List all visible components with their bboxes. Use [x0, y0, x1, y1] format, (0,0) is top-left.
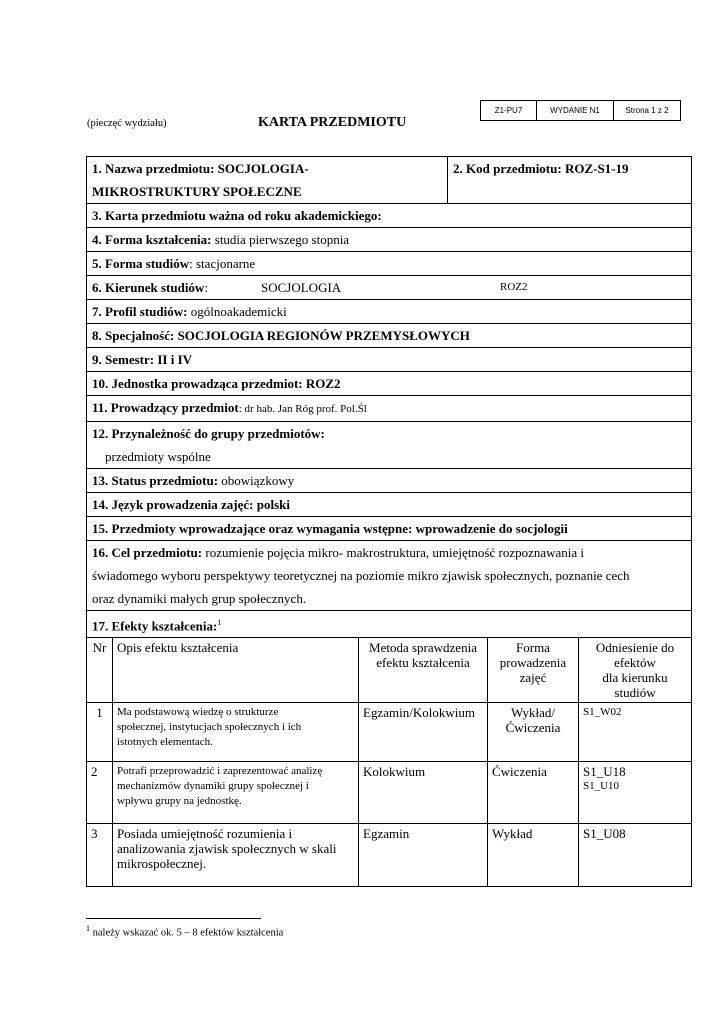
header-form-l2: prowadzenia [499, 655, 567, 671]
row-description [113, 824, 359, 886]
row-description-l3: wpływu grupy na jednostkę. [117, 795, 242, 808]
row-form-l1: Wykład/ [511, 705, 555, 721]
row-education-form [87, 228, 691, 252]
effects-header-row [87, 638, 691, 703]
header-form-l1: Forma [516, 640, 550, 656]
header-ref-l3: dla kierunku [602, 670, 668, 686]
row-learning-outcomes [87, 611, 691, 638]
header-form [488, 638, 579, 703]
lecturer-label: 11. Prowadzący przedmiot [92, 400, 239, 415]
row-reference-l1: S1_W02 [583, 706, 622, 719]
row-method: Egzamin [359, 824, 488, 886]
row-form [488, 703, 579, 762]
row-description [113, 762, 359, 824]
row-valid-from [87, 204, 691, 228]
header-method-l1: Metoda sprawdzenia [369, 640, 477, 656]
course-goal-line1: rozumienie pojęcia mikro- makrostruktura, umiejętność rozpoznawania i [202, 545, 585, 560]
row-lecturer [87, 396, 691, 422]
learning-outcomes-label: 17. Efekty kształcenia: [92, 618, 218, 634]
course-goal-line2: świadomego wyboru perspektywy teoretycznej na poziomie mikro zjawisk społecznych, poznanie cech [92, 568, 630, 583]
footnote-ref: 1 [217, 618, 222, 627]
footnote [86, 924, 283, 939]
field-of-study-value: SOCJOLOGIA [261, 280, 342, 295]
valid-from-label: 3. Karta przedmiotu ważna od roku akademickiego: [92, 208, 382, 223]
doc-code: Z1-PU7 [481, 101, 537, 121]
study-form-label: 5. Forma studiów [92, 256, 190, 271]
row-nr: 3 [87, 824, 113, 886]
header-form-l3: zajęć [519, 670, 547, 686]
header-ref-l1: Odniesienie do [595, 640, 675, 656]
effects-table-wrapper [87, 638, 691, 886]
row-description-l2: społecznej, instytucjach społecznych i ich [117, 721, 302, 734]
study-profile-label: 7. Profil studiów: [92, 304, 188, 319]
course-code: 2. Kod przedmiotu: ROZ-S1-19 [453, 161, 629, 176]
education-form-label: 4. Forma kształcenia: [92, 232, 212, 247]
row-field-of-study [87, 276, 691, 300]
table-row [87, 762, 691, 824]
row-reference-l1: S1_U08 [583, 826, 626, 842]
course-status-label: 13. Status przedmiotu: [92, 473, 219, 488]
lecturer-value: : dr hab. Jan Róg prof. Pol.Śl [238, 403, 367, 415]
course-name: 1. Nazwa przedmiotu: SOCJOLOGIA- [92, 161, 309, 176]
field-of-study-code: ROZ2 [500, 281, 528, 293]
table-row [87, 703, 691, 762]
row-semester [87, 348, 691, 372]
header-nr: Nr [87, 638, 113, 703]
course-name-cell [87, 157, 448, 203]
row-description-l1: Potrafi przeprowadzić i zaprezentować analizę [117, 765, 323, 778]
row-reference [579, 703, 692, 762]
course-group-label: 12. Przynależność do grupy przedmiotów: [92, 426, 325, 441]
effects-table [87, 638, 691, 886]
row-description-l3: mikrospołecznej. [117, 856, 207, 872]
row-reference [579, 824, 692, 886]
faculty-stamp: (pieczęć wydziału) [87, 118, 167, 129]
prerequisites: 15. Przedmioty wprowadzające oraz wymagania wstępne: wprowadzenie do socjologii [92, 521, 568, 536]
header-method [359, 638, 488, 703]
row-form-l1: Wykład [492, 826, 533, 842]
row-course-status [87, 469, 691, 493]
study-form-value: : stacjonarne [189, 256, 256, 271]
row-specialty [87, 324, 691, 348]
course-status-value: obowiązkowy [218, 473, 295, 488]
course-card-form [86, 156, 692, 887]
page-number: Strona 1 z 2 [614, 101, 681, 121]
row-form-l2: Ćwiczenia [505, 720, 561, 736]
row-description-l2: analizowania zjawisk społecznych w skali [117, 841, 337, 857]
language: 14. Język prowadzenia zajęć: polski [92, 497, 290, 512]
row-description-l2: mechanizmów dynamiki grupy społecznej i [117, 780, 309, 793]
teaching-unit: 10. Jednostka prowadząca przedmiot: ROZ2 [92, 376, 341, 391]
row-language [87, 493, 691, 517]
page-title: KARTA PRZEDMIOTU [258, 115, 407, 130]
study-profile-value: ogólnoakademicki [187, 304, 287, 319]
row-course-goal [87, 541, 691, 611]
row-prerequisites [87, 517, 691, 541]
document-header-table [480, 100, 681, 121]
row-course-name [87, 157, 691, 204]
row-description-l1: Ma podstawową wiedzę o strukturze [117, 706, 279, 719]
semester: 9. Semestr: II i IV [92, 352, 193, 367]
row-form-l1: Ćwiczenia [492, 764, 547, 780]
row-description [113, 703, 359, 762]
row-nr: 1 [87, 703, 113, 762]
footnote-mark: 1 [86, 924, 90, 933]
course-code-cell [448, 157, 691, 203]
edition: WYDANIE N1 [537, 101, 614, 121]
row-reference-l1: S1_U18 [583, 764, 626, 780]
header-ref-l2: efektów [614, 655, 656, 671]
row-unit [87, 372, 691, 396]
table-row [87, 824, 691, 886]
course-group-value: przedmioty wspólne [105, 449, 211, 464]
header-description: Opis efektu kształcenia [113, 638, 359, 703]
header-ref-l4: studiów [614, 685, 656, 701]
footnote-divider [86, 918, 261, 919]
row-nr: 2 [87, 762, 113, 824]
row-method: Kolokwium [359, 762, 488, 824]
row-form [488, 824, 579, 886]
row-form [488, 762, 579, 824]
education-form-value: studia pierwszego stopnia [211, 232, 350, 247]
row-method: Egzamin/Kolokwium [359, 703, 488, 762]
row-reference-l2: S1_U10 [583, 780, 620, 793]
header-reference [579, 638, 692, 703]
specialty: 8. Specjalność: SOCJOLOGIA REGIONÓW PRZEMYSŁOWYCH [92, 328, 470, 343]
row-description-l1: Posiada umiejętność rozumienia i [117, 826, 293, 842]
row-study-profile [87, 300, 691, 324]
field-of-study-label: 6. Kierunek studiów [92, 280, 205, 295]
field-of-study-colon: : [204, 280, 208, 295]
course-goal-label: 16. Cel przedmiotu: [92, 545, 203, 560]
header-method-l2: efektu kształcenia [376, 655, 470, 671]
row-description-l3: istotnych elementach. [117, 736, 213, 749]
row-reference [579, 762, 692, 824]
footnote-text: należy wskazać ok. 5 – 8 efektów kształcenia [90, 927, 284, 939]
row-study-form [87, 252, 691, 276]
course-name-cont: MIKROSTRUKTURY SPOŁECZNE [92, 184, 302, 199]
row-course-group [87, 422, 691, 469]
course-goal-line3: oraz dynamiki małych grup społecznych. [92, 591, 307, 606]
